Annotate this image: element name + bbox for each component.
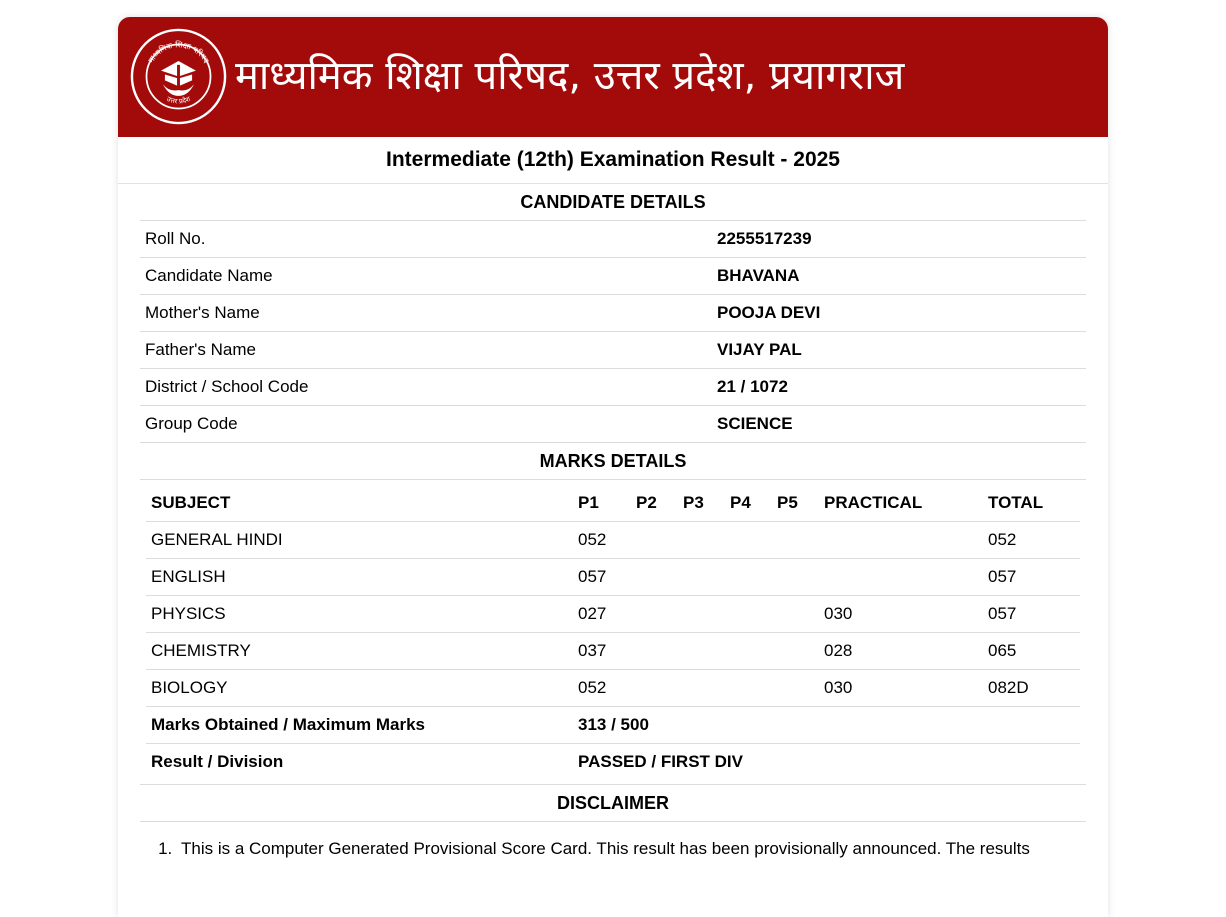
column-header: P3 [683,493,704,512]
marks-cell [777,522,824,558]
subject-name: GENERAL HINDI [151,530,283,549]
subject-name: PHYSICS [151,604,226,623]
marks-cell: 030 [824,604,853,623]
marks-cell [636,633,683,669]
column-header: SUBJECT [151,493,231,512]
marks-cell [636,559,683,595]
subject-name: CHEMISTRY [151,641,251,660]
marks-cell [777,633,824,669]
candidate-detail-value: 21 / 1072 [717,377,788,396]
column-header: P5 [777,493,798,512]
candidate-detail-label: Roll No. [145,229,206,248]
marks-table-header [146,480,1080,522]
marks-cell [777,596,824,632]
candidate-detail-row [140,332,1086,369]
marks-cell [824,559,988,595]
marks-cell: 030 [824,678,853,697]
marks-cell [730,559,777,595]
candidate-detail-value: VIJAY PAL [717,340,802,359]
disclaimer-heading: DISCLAIMER [140,784,1086,822]
marks-cell [777,559,824,595]
marks-obtained-label: Marks Obtained / Maximum Marks [151,715,425,734]
result-card [118,17,1108,917]
disclaimer-item: 1. This is a Computer Generated Provisional Score Card. This result has been provisionally announced. The results [177,834,1086,864]
candidate-detail-row [140,295,1086,332]
marks-row [146,633,1080,670]
candidate-detail-label: Group Code [145,414,238,433]
subject-name: BIOLOGY [151,678,228,697]
marks-row [146,670,1080,707]
marks-cell: 028 [824,641,853,660]
marks-cell [683,596,730,632]
marks-cell [730,596,777,632]
marks-obtained-row [146,707,1080,744]
result-division-label: Result / Division [151,752,284,771]
candidate-detail-row [140,369,1086,406]
marks-cell: 057 [988,604,1017,623]
board-title: माध्यमिक शिक्षा परिषद, उत्तर प्रदेश, प्रयागराज [235,53,905,99]
candidate-details-heading: CANDIDATE DETAILS [140,184,1086,221]
marks-cell [636,522,683,558]
candidate-detail-value: 2255517239 [717,229,812,248]
marks-cell: 057 [578,567,607,586]
candidate-detail-label: Father's Name [145,340,256,359]
column-header: PRACTICAL [824,493,923,512]
marks-cell [636,670,683,706]
marks-cell [730,633,777,669]
marks-cell [777,670,824,706]
candidate-detail-row [140,221,1086,258]
candidate-detail-label: Mother's Name [145,303,260,322]
marks-row [146,596,1080,633]
candidate-detail-value: BHAVANA [717,266,800,285]
marks-cell: 082D [988,678,1029,697]
candidate-detail-value: SCIENCE [717,414,793,433]
marks-cell [683,522,730,558]
marks-cell [730,670,777,706]
marks-cell: 057 [988,567,1017,586]
marks-obtained-value: 313 / 500 [578,715,649,734]
subject-name: ENGLISH [151,567,226,586]
marks-cell [683,559,730,595]
marks-cell: 052 [578,530,607,549]
exam-title: Intermediate (12th) Examination Result - 2025 [118,137,1108,184]
disclaimer-list [140,834,1086,864]
column-header: P4 [730,493,751,512]
marks-cell: 065 [988,641,1017,660]
result-division-value: PASSED / FIRST DIV [578,752,743,771]
candidate-detail-row [140,258,1086,295]
marks-cell [683,633,730,669]
header-banner [118,17,1108,137]
marks-cell [824,522,988,558]
column-header: TOTAL [988,493,1044,512]
marks-details-heading: MARKS DETAILS [140,443,1086,480]
column-header: P2 [636,493,657,512]
marks-cell [636,596,683,632]
marks-cell: 052 [988,530,1017,549]
candidate-detail-label: District / School Code [145,377,309,396]
marks-cell: 052 [578,678,607,697]
marks-row [146,559,1080,596]
candidate-details-table [140,221,1086,443]
marks-cell [730,522,777,558]
marks-table [140,480,1086,780]
candidate-detail-value: POOJA DEVI [717,303,821,322]
result-division-row [146,744,1080,780]
marks-cell: 037 [578,641,607,660]
marks-cell: 027 [578,604,607,623]
svg-text:माध्यमिक शिक्षा परिषद: माध्यमिक शिक्षा परिषद [146,40,211,65]
candidate-detail-label: Candidate Name [145,266,273,285]
board-emblem-icon [130,28,227,125]
marks-cell [683,670,730,706]
marks-row [146,522,1080,559]
column-header: P1 [578,493,599,512]
candidate-detail-row [140,406,1086,443]
svg-text:उत्तर प्रदेश: उत्तर प्रदेश [165,94,192,106]
